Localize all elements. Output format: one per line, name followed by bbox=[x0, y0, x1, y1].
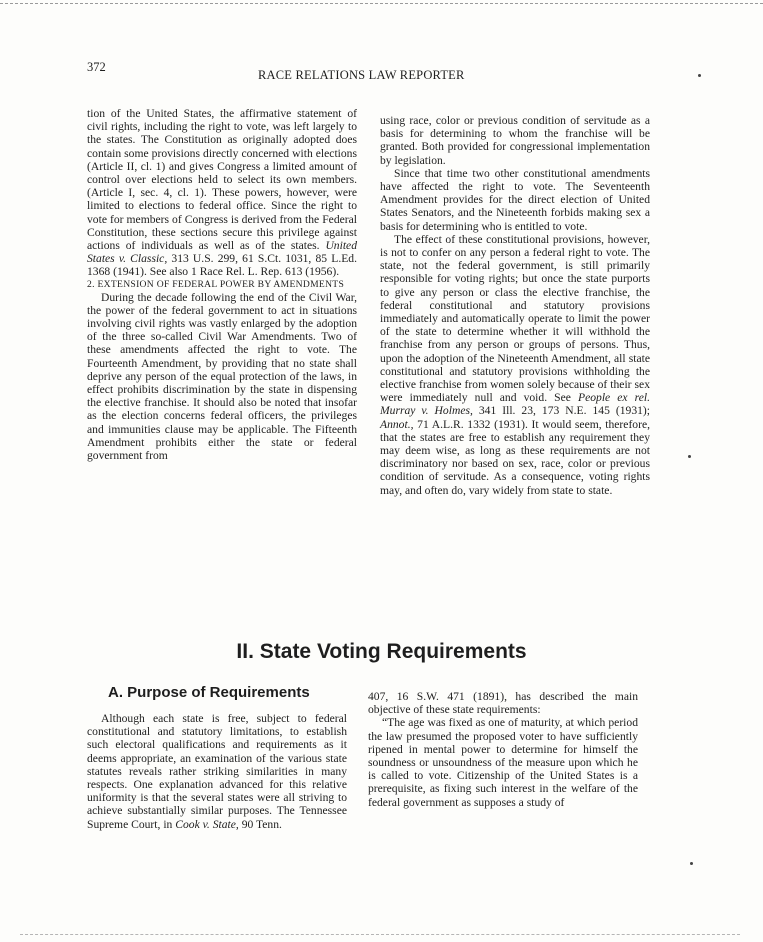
col3-p1-citation: Cook v. State, bbox=[175, 817, 239, 831]
col3-paragraph-1 bbox=[87, 712, 347, 831]
col2-p3-citation-2: Annot., bbox=[380, 417, 414, 431]
col2-paragraph-2: Since that time two other constitutional amendments have affected the right to vote. The Seventeenth Amendment provides for the direct election of United States Senators, and the Nineteenth forbids making sex a basis for determining who is entitled to vote. bbox=[380, 166, 650, 233]
col3-p1-text: Although each state is free, subject to federal constitutional and statutory limitations, to establish such electoral qualifications and requirements as it deems appropriate, an examination of the various state statutes reveals rather striking similarities in many respects. One explanation advanced for this relative uniformity is that the several states were all striving to achieve substantially similar purposes. The Tennessee Supreme Court, in bbox=[87, 712, 347, 831]
col2-p3-text-b: 341 Ill. 23, 173 N.E. 145 (1931); bbox=[478, 404, 650, 418]
col2-paragraph-1: using race, color or previous condition of servitude as a basis for determining to whom the franchise will be granted. Both provided for congressional implementation by legislation. bbox=[380, 114, 650, 167]
col1-p1-text: tion of the United States, the affirmative statement of civil rights, including the right to vote, was left largely to the states. The Constitution as originally adopted does contain some provisions directly concerned with elections (Article II, cl. 1) and gives Congress a limited amount of control over elections held to select its own members. (Article I, sec. 4, cl. 1). These powers, however, were limited to elections to federal office. Since the right to vote for members of Congress is derived from the Federal Constitution, these sections secure this privilege against actions of individuals as well as of the states. bbox=[87, 107, 357, 253]
running-head: RACE RELATIONS LAW REPORTER bbox=[258, 68, 465, 82]
col2-p3-text-c: 71 A.L.R. 1332 (1931). It would seem, therefore, that the states are free to establish any requirement they may deem wise, as long as these requirements are not discriminatory nor based on sex, race, color or previous condition of servitude. As a consequence, voting rights may, and often do, vary widely from state to state. bbox=[380, 417, 651, 497]
right-column-top bbox=[380, 114, 650, 497]
col4-paragraph-1: 407, 16 S.W. 471 (1891), has described the main objective of these state requirements: bbox=[368, 690, 638, 717]
scan-speck bbox=[690, 862, 693, 865]
left-column-bottom bbox=[87, 712, 347, 831]
bottom-scan-edge bbox=[20, 934, 740, 935]
col1-paragraph-1 bbox=[87, 107, 357, 279]
right-column-bottom bbox=[368, 690, 638, 809]
scan-speck bbox=[698, 74, 701, 77]
subsection-title: A. Purpose of Requirements bbox=[108, 684, 310, 701]
col4-quote: “The age was fixed as one of maturity, at which period the law presumed the proposed voter to have sufficiently ripened in mental power to determine for himself the soundness or unsoundness of the measure upon which he is called to vote. Citizenship of the United States is a prerequisite, as fixing such interest in the welfare of the federal government as supposes a study of bbox=[368, 716, 638, 809]
top-scan-edge bbox=[0, 3, 763, 4]
col2-paragraph-3 bbox=[380, 233, 650, 497]
scan-speck bbox=[688, 455, 691, 458]
col2-p3-citation-1: People ex rel. Murray v. Holmes, bbox=[380, 391, 651, 418]
col3-p1-tail: 90 Tenn. bbox=[241, 817, 282, 831]
subheading-extension: 2. EXTENSION OF FEDERAL POWER BY AMENDMENTS bbox=[87, 278, 345, 290]
col1-p1-tail: 313 U.S. 299, 61 S.Ct. 1031, 85 L.Ed. 1368 (1941). See also 1 Race Rel. L. Rep. 613 (1956). bbox=[87, 252, 357, 279]
page-number: 372 bbox=[87, 60, 106, 74]
col1-p1-citation: United States v. Classic, bbox=[87, 239, 357, 266]
section-title: II. State Voting Requirements bbox=[236, 640, 527, 663]
col1-paragraph-2: During the decade following the end of the Civil War, the power of the federal government to act in situations involving civil rights was vastly enlarged by the adoption of the three so-called Civil War Amendments. Two of these amendments affected the right to vote. The Fourteenth Amendment, by providing that no state shall deprive any person of the equal protection of the laws, in effect prohibits discrimination by the state in dispensing the elective franchise. It should also be noted that insofar as the election concerns federal officers, the privileges and immunities clause may be applicable. The Fifteenth Amendment prohibits either the state or federal government from bbox=[87, 290, 357, 463]
col2-p3-text-a: The effect of these constitutional provisions, however, is not to confer on any person a federal right to vote. The state, not the federal government, is still primarily responsible for voting rights; but once the state purports to give any person or class the elective franchise, the federal constitutional and statutory provisions immediately and automatically operate to limit the power of the state to determine whether it will withhold the franchise from any person or groups of persons. Thus, upon the adoption of the Nineteenth Amendment, all state constitutional and statutory provisions withholding the elective franchise from women solely because of their sex were immediately null and void. See bbox=[380, 232, 650, 405]
left-column-top bbox=[87, 107, 357, 462]
